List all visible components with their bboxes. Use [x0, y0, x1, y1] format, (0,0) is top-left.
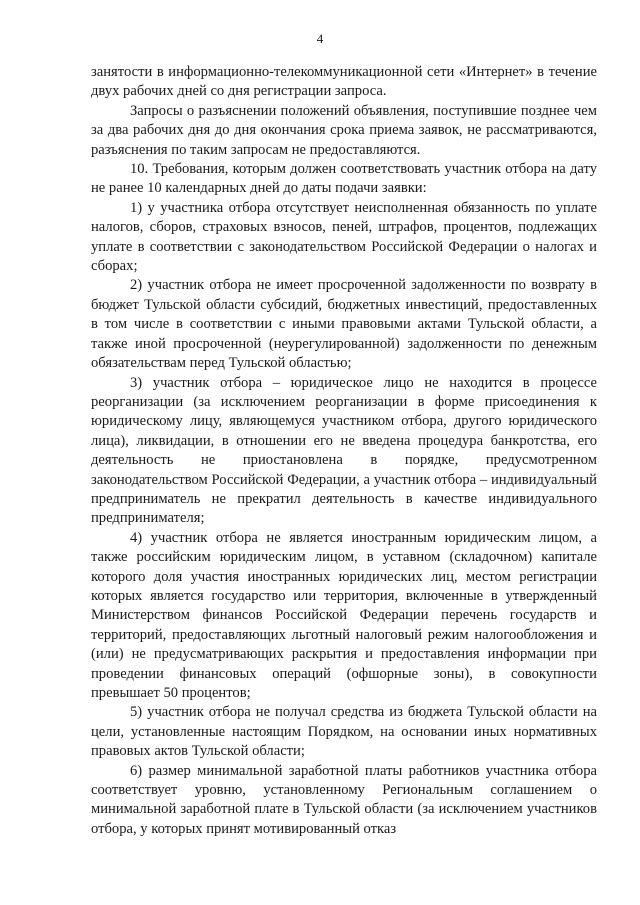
paragraph-requirement-3: 3) участник отбора – юридическое лицо не находится в процессе реорганизации (за исключением реорганизации в форме присоединения к юридическому лицу, являющемуся участником отбора, другого юридического лица), ликвидации, в отношении его не введена процедура банкротства, его деятельность не приостановлена в порядке, предусмотренном законодательством Российской Федерации, а участник отбора – индивидуальный предприниматель не прекратил деятельность в качестве индивидуального предпринимателя; — [91, 374, 597, 527]
paragraph-requirement-4: 4) участник отбора не является иностранным юридическим лицом, а также российским юридическим лицом, в уставном (складочном) капитале которого доля участия иностранных юридических лиц, местом регистрации которых является государство или территория, включенные в утвержденный Министерством финансов Российской Федерации перечень государств и территорий, предоставляющих льготный налоговый режим налогообложения и (или) не предусматривающих раскрытия и предоставления информации при проведении финансовых операций (офшорные зоны), в совокупности превышает 50 процентов; — [91, 529, 597, 701]
paragraph-requirement-5: 5) участник отбора не получал средства из бюджета Тульской области на цели, установленные настоящим Порядком, на основании иных нормативных правовых актов Тульской области; — [91, 704, 597, 760]
paragraph-item-10: 10. Требования, которым должен соответствовать участник отбора на дату не ранее 10 календарных дней до даты подачи заявки: — [91, 161, 597, 197]
paragraph-requirement-1: 1) у участника отбора отсутствует неисполненная обязанность по уплате налогов, сборов, страховых взносов, пеней, штрафов, процентов, подлежащих уплате в соответствии с законодательством Российской Федерации о налогах и сборах; — [91, 199, 597, 275]
paragraph-requirement-2: 2) участник отбора не имеет просроченной задолженности по возврату в бюджет Тульской области субсидий, бюджетных инвестиций, предоставленных в том числе в соответствии с иными правовыми актами Тульской области, а также иной просроченной (неурегулированной) задолженности по денежным обязательствам перед Тульской областью; — [91, 277, 597, 372]
document-body — [91, 63, 597, 839]
paragraph-continuation: занятости в информационно-телекоммуникационной сети «Интернет» в течение двух рабочих дней со дня регистрации запроса. — [91, 64, 597, 100]
paragraph-clarification-requests: Запросы о разъяснении положений объявления, поступившие позднее чем за два рабочих дня до дня окончания срока приема заявок, не рассматриваются, разъяснения по таким запросам не предоставляются. — [91, 102, 597, 158]
page-number: 4 — [316, 31, 324, 46]
paragraph-requirement-6: 6) размер минимальной заработной платы работников участника отбора соответствует уровню, установленному Региональным соглашением о минимальной заработной плате в Тульской области (за исключением участников отбора, у которых принят мотивированный отказ — [91, 762, 597, 837]
